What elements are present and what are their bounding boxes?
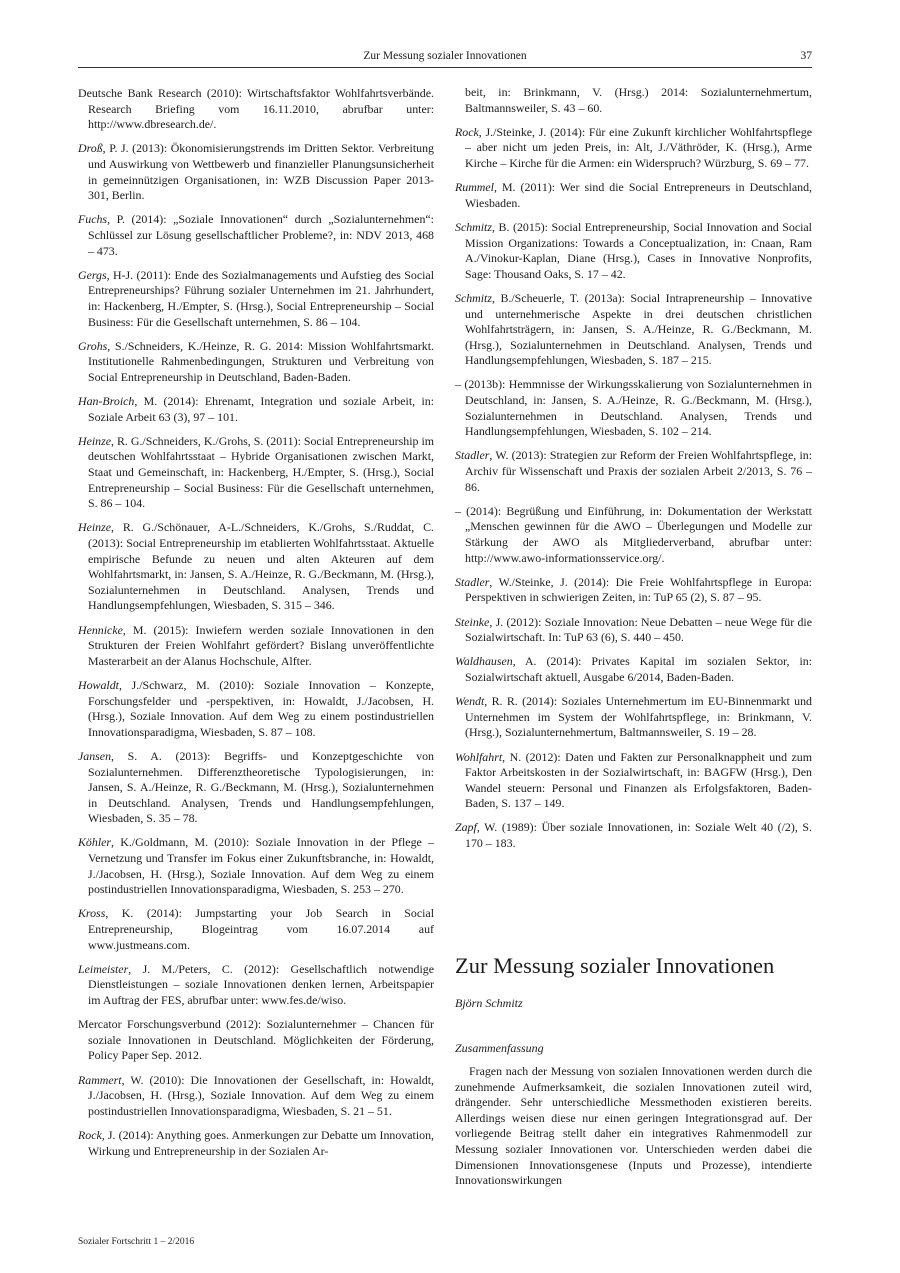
reference-author: Rock [78,1127,102,1142]
reference-text: , M. (2014): Ehrenamt, Integration und soziale Arbeit, in: Soziale Arbeit 63 (3), 97 – 101. [88,394,434,424]
reference-entry [78,1128,434,1159]
reference-text: , W./Steinke, J. (2014): Die Freie Wohlfahrtspflege in Europa: Perspektiven in schwierigen Zeiten, in: TuP 65 (2), S. 87 – 95. [465,574,812,605]
reference-entry [78,520,434,614]
reference-entry [78,906,434,953]
reference-entry [78,212,434,259]
article-author: Björn Schmitz [455,996,523,1010]
reference-entry [78,678,434,740]
reference-author: Howaldt [78,677,119,692]
reference-entry [455,575,812,606]
reference-entry [455,750,812,812]
reference-text: , R. G./Schönauer, A-L./Schneiders, K./Grohs, S./Ruddat, C. (2013): Social Entrepreneurship im etablierten Wohlfahrtsstaat. Aktuelle empirische Befunde zu neuen und alten Akteuren auf dem Wohlfahrtsmarkt, in: Jansen, S. A./Heinze, R. G./Beckmann, M. (Hrsg.), Sozialunternehmen in Deutschland. Analysen, Trends und Handlungsempfehlungen, Wiesbaden, S. 315 – 346. [88,520,434,613]
reference-author: Rammert [78,1072,122,1087]
abstract-text: Fragen nach der Messung von sozialen Innovationen werden durch die zunehmende Aufmerksamkeit, die sozialen Innovationen zuteil wird, drängender. Sehr unterschiedliche Messmethoden existieren bereits. Allerdings weisen diese nur einen geringen Integrationsgrad auf. Der vorliegende Beitrag stellt daher ein integratives Rahmenmodell zur Messung sozialer Innovationen vor. Unterschieden werden dabei die Dimensionen Innovationsgenese (Inputs und Prozesse), intendierte Innovationswirkungen [455,1064,812,1188]
reference-entry [78,835,434,897]
reference-text: Deutsche Bank Research (2010): Wirtschaftsfaktor Wohlfahrtsverbände. Research Briefing vom 16.11.2010, abrufbar unter: http://www.dbresearch.de/. [78,86,434,132]
reference-text: , W. (2013): Strategien zur Reform der Freien Wohlfahrtspflege, in: Archiv für Wissenschaft und Praxis der sozialen Arbeit 2/2013, S. 76 – 86. [465,448,812,494]
reference-entry [455,180,812,211]
reference-entry [78,1017,434,1064]
reference-author: Steinke [455,614,490,629]
reference-text: , R. G./Schneiders, K./Grohs, S. (2011): Social Entrepreneurship im deutschen Wohlfahrtsstaat – Hybride Organisationen zwischen Markt, Staat und Gemeinschaft, in: Hackenberg, H./Empter, S. (Hrsg.), Social Entrepreneurship – Social Business: Für die Gesellschaft unternehmen, S. 86 – 104. [88,433,434,511]
reference-author: Rummel [455,180,494,195]
reference-author: Hennicke [78,622,123,637]
running-header [78,47,812,68]
reference-author: Fuchs [78,212,108,227]
reference-author: Schmitz [455,219,492,234]
reference-author: Jansen [78,748,112,763]
reference-text: , J./Steinke, J. (2014): Für eine Zukunft kirchlicher Wohlfahrtspflege – aber nicht um jeden Preis, in: Alt, J./Väthröder, K. (Hrsg.), Arme Kirche – Kirche für die Armen: ein Widerspruch? Würzburg, S. 69 – 77. [465,124,812,170]
reference-text: beit, in: Brinkmann, V. (Hrsg.) 2014: Sozialunternehmertum, Baltmannsweiler, S. 43 – 60. [465,85,812,115]
reference-text: , J. (2012): Soziale Innovation: Neue Debatten – neue Wege für die Sozialwirtschaft. In: TuP 63 (6), S. 440 – 450. [465,614,812,645]
reference-entry [455,291,812,369]
article-start [455,952,812,1189]
reference-entry [455,125,812,172]
reference-text: , R. R. (2014): Soziales Unternehmertum im EU-Binnenmarkt und Unternehmen im System der Wohlfahrtspflege, in: Brinkmann, V. (Hrsg.), Sozialunternehmertum, Baltmannsweiler, S. 19 – 28. [465,694,812,740]
reference-text: , J. M./Peters, C. (2012): Gesellschaftlich notwendige Dienstleistungen – soziale Innovationen denken lernen, Arbeitspapier im Auftrag der FES, abrufbar unter: www.fes.de/wiso. [88,961,434,1007]
reference-text: , K. (2014): Jumpstarting your Job Search in Social Entrepreneurship, Blogeintrag vom 16.07.2014 auf www.justmeans.com. [88,906,434,952]
reference-entry [455,654,812,685]
reference-text: , H-J. (2011): Ende des Sozialmanagements und Aufstieg des Social Entrepreneurships? Führung sozialer Unternehmen im 21. Jahrhundert, in: Hackenberg, H./Empter, S. (Hrsg.), Social Entrepreneurship – Social Business: Für die Gesellschaft unternehmen, S. 86 – 104. [88,267,434,329]
reference-text: , M. (2011): Wer sind die Social Entrepreneurs in Deutschland, Wiesbaden. [465,180,812,210]
reference-entry [455,694,812,741]
references-right-column [455,86,812,860]
running-title: Zur Messung sozialer Innovationen [363,50,527,62]
reference-entry [78,623,434,670]
reference-author: Stadler [455,448,490,463]
references-left-column [78,86,434,1168]
reference-author: Leimeister [78,961,129,976]
reference-entry [455,220,812,282]
reference-entry [78,1073,434,1120]
reference-author: Schmitz [455,290,492,305]
reference-entry [78,268,434,330]
reference-text: , P. J. (2013): Ökonomisierungstrends im Dritten Sektor. Verbreitung und Auswirkung von Wettbewerb und finanzieller Planungsunsicherheit in gemeinnützigen Organisationen, in: WZB Discussion Paper 2013-301, Berlin. [88,141,434,203]
reference-entry [78,394,434,425]
reference-text: Mercator Forschungsverbund (2012): Sozialunternehmer – Chancen für soziale Innovationen in Deutschland. Möglichkeiten der Förderung, Policy Paper Sep. 2012. [78,1017,434,1063]
reference-author: Heinze [78,520,112,535]
reference-entry [455,85,812,116]
reference-entry [455,377,812,439]
reference-entry [78,962,434,1009]
reference-text: , K./Goldmann, M. (2010): Soziale Innovation in der Pflege – Vernetzung und Transfer im Fokus einer Zukunftsbranche, in: Howaldt, J./Jacobsen, H. (Hrsg.), Soziale Innovation. Auf dem Weg zu einem postindustriellen Innovationsparadigma, Wiesbaden, S. 253 – 270. [88,835,434,897]
reference-entry [455,504,812,566]
page-footer: Sozialer Fortschritt 1 – 2/2016 [78,1237,195,1247]
reference-text: , B. (2015): Social Entrepreneurship, Social Innovation and Social Mission Organizations: Towards a Conceptualization, in: Cnaan, Ram A./Vinokur-Kaplan, Diane (Hrsg.), Cases in Innovative Nonprofits, Sage: Thousand Oaks, S. 17 – 42. [465,219,812,281]
reference-text: , J. (2014): Anything goes. Anmerkungen zur Debatte um Innovation, Wirkung und Entrepreneurship in der Sozialen Ar- [88,1127,434,1158]
reference-author: Stadler [455,574,490,589]
reference-text: , W. (2010): Die Innovationen der Gesellschaft, in: Howaldt, J./Jacobsen, H. (Hrsg.), Soziale Innovation. Auf dem Weg zu einem postindustriellen Innovationsparadigma, Wiesbaden, S. 21 – 51. [88,1072,434,1118]
reference-text: – (2013b): Hemmnisse der Wirkungsskalierung von Sozialunternehmen in Deutschland, in: Jansen, S. A./Heinze, R. G./Beckmann, M. (Hrsg.), Sozialunternehmen in Deutschland. Analysen, Trends und Handlungsempfehlungen, Wiesbaden, S. 102 – 214. [455,377,812,439]
reference-entry [455,820,812,851]
reference-entry [78,339,434,386]
reference-author: Gergs [78,267,107,282]
reference-text: , M. (2015): Inwiefern werden soziale Innovationen in den Strukturen der Freien Wohlfahrt gefördert? Bislang unveröffentlichte Masterarbeit an der Alanus Hochschule, Alfter. [88,622,434,668]
reference-author: Kross [78,906,106,921]
reference-author: Zapf [455,820,477,835]
reference-entry [455,448,812,495]
abstract-heading: Zusammenfassung [455,1041,544,1055]
reference-text: , N. (2012): Daten und Fakten zur Personalknappheit und zum Faktor Arbeitskosten in der Sozialwirtschaft, in: BAGFW (Hrsg.), Den Wandel steuern: Personal und Finanzen als Erfolgsfaktoren, Baden-Baden, S. 137 – 149. [465,749,812,811]
reference-author: Köhler [78,835,112,850]
reference-author: Rock [455,124,479,139]
reference-text: , J./Schwarz, M. (2010): Soziale Innovation – Konzepte, Forschungsfelder und -perspektiven, in: Howaldt, J./Jacobsen, H. (Hrsg.), Soziale Innovation. Auf dem Weg zu einem postindustriellen Innovationsparadigma, Wiesbaden, S. 87 – 108. [88,677,434,739]
reference-entry [78,749,434,827]
reference-entry [78,141,434,203]
reference-author: Droß [78,141,103,156]
reference-text: , W. (1989): Über soziale Innovationen, in: Soziale Welt 40 (/2), S. 170 – 183. [465,820,812,851]
reference-text: , P. (2014): „Soziale Innovationen“ durch „Sozialunternehmen“: Schlüssel zur Lösung gesellschaftlicher Probleme?, in: NDV 2013, 468 – 473. [88,212,434,258]
reference-author: Waldhausen [455,654,513,669]
reference-author: Han-Broich [78,394,135,409]
reference-text: , S./Schneiders, K./Heinze, R. G. 2014: Mission Wohlfahrtsmarkt. Institutionelle Rahmenbedingungen, Strukturen und Verbreitung von Social Entrepreneurship in Deutschland, Baden-Baden. [88,338,434,384]
reference-text: , B./Scheuerle, T. (2013a): Social Intrapreneurship – Innovative und unternehmerische Aspekte in drei deutschen christlichen Wohlfahrtsträgern, in: Jansen, S. A./Heinze, R. G./Beckmann, M. (Hrsg.), Sozialunternehmen in Deutschland. Analysen, Trends und Handlungsempfehlungen, Wiesbaden, S. 187 – 215. [465,290,812,368]
reference-author: Grohs [78,338,108,353]
reference-text: – (2014): Begrüßung und Einführung, in: Dokumentation der Werkstatt „Menschen gewinnen für die AWO – Überlegungen und Modelle zur Stärkung der AWO als Mitgliederverband, abrufbar unter: http://www.awo-informationsservice.org/. [455,503,812,565]
reference-author: Heinze [78,433,112,448]
reference-author: Wendt [455,694,485,709]
reference-text: , S. A. (2013): Begriffs- und Konzeptgeschichte von Sozialunternehmen. Differenztheoretische Typologisierungen, in: Jansen, S. A./Heinze, R. G./Beckmann, M. (Hrsg.), Sozialunternehmen in Deutschland. Analysen, Trends und Handlungsempfehlungen, Wiesbaden, S. 35 – 78. [88,748,434,826]
reference-text: , A. (2014): Privates Kapital im sozialen Sektor, in: Sozialwirtschaft aktuell, Ausgabe 6/2014, Baden-Baden. [465,654,812,684]
reference-author: Wohlfahrt [455,749,503,764]
article-title: Zur Messung sozialer Innovationen [455,953,775,978]
reference-entry [78,434,434,512]
page-number: 37 [800,50,812,62]
reference-entry [455,615,812,646]
reference-entry [78,86,434,133]
